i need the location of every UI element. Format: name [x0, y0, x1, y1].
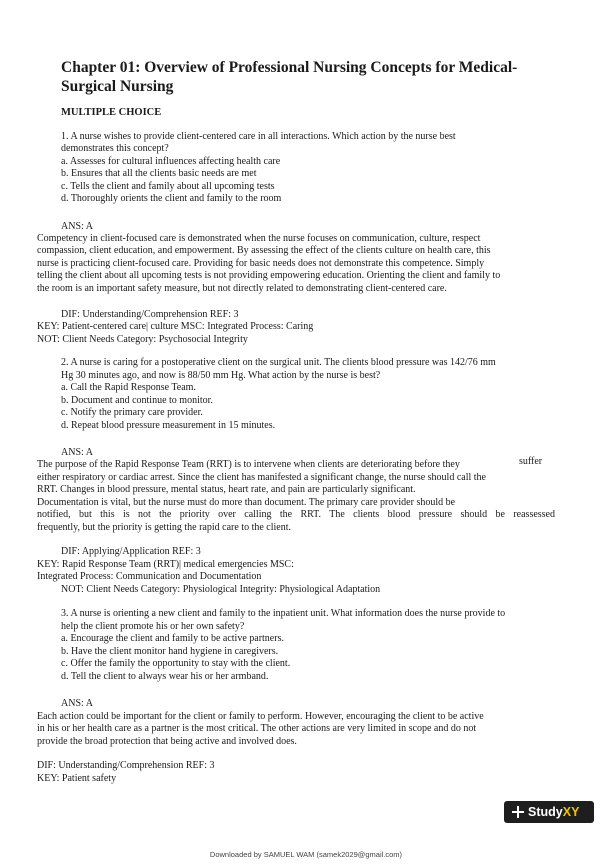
q2-meta: KEY: Rapid Response Team (RRT)| medical emergencies MSC:	[37, 559, 294, 570]
q3-stem: 3. A nurse is orienting a new client and family to the inpatient unit. What information does the nurse provide to	[61, 608, 506, 619]
q1-rationale: compassion, client education, and empowerment. By assessing the effect of the clients culture on health care, this	[37, 245, 491, 256]
plus-icon	[512, 806, 524, 818]
q1-rationale: the room is an important safety measure, but not directly related to demonstrating client-centered care.	[37, 283, 447, 294]
q2-answer: ANS: A	[61, 447, 93, 458]
q3-meta: DIF: Understanding/Comprehension REF: 3	[37, 760, 215, 771]
q1-meta: NOT: Client Needs Category: Psychosocial Integrity	[37, 334, 248, 345]
q1-rationale: telling the client about all upcoming tests is not providing empowering education. Orienting the client and family to	[37, 270, 501, 281]
q3-option-a: a. Encourage the client and family to be active partners.	[61, 633, 284, 644]
q1-meta: DIF: Understanding/Comprehension REF: 3	[61, 309, 239, 320]
q3-meta: KEY: Patient safety	[37, 773, 117, 784]
q1-answer: ANS: A	[61, 221, 93, 232]
q3-option-c: c. Offer the family the opportunity to stay with the client.	[61, 658, 291, 669]
q3-rationale: Each action could be important for the client or family to perform. However, encouraging the client to be active	[37, 711, 484, 722]
q2-meta: NOT: Client Needs Category: Physiological Integrity: Physiological Adaptation	[61, 584, 381, 595]
studyxy-logo	[504, 801, 594, 823]
q1-stem: 1. A nurse wishes to provide client-centered care in all interactions. Which action by the nurse best	[61, 131, 456, 142]
q1-stem: demonstrates this concept?	[61, 143, 169, 154]
q1-option-d: d. Thoroughly orients the client and family to the room	[61, 193, 282, 204]
q1-rationale: nurse is practicing client-focused care. Providing for basic needs does not demonstrate this competence. Simply	[37, 258, 485, 269]
q1-option-b: b. Ensures that all the clients basic needs are met	[61, 168, 257, 179]
q3-answer: ANS: A	[61, 698, 93, 709]
q3-stem: help the client promote his or her own safety?	[61, 621, 245, 632]
q3-rationale: provide the broad protection that being active and involved does.	[37, 736, 297, 747]
q2-rationale-word: suffer	[519, 456, 543, 467]
q3-option-b: b. Have the client monitor hand hygiene in caregivers.	[61, 646, 279, 657]
q1-rationale: Competency in client-focused care is demonstrated when the nurse focuses on communication, culture, respect	[37, 233, 481, 244]
q2-stem: 2. A nurse is caring for a postoperative client on the surgical unit. The clients blood pressure was 142/76 mm	[61, 357, 496, 368]
q2-option-a: a. Call the Rapid Response Team.	[61, 382, 196, 393]
brand-name: Study	[528, 805, 563, 819]
page-title-cont: Surgical Nursing	[61, 78, 174, 95]
q2-option-c: c. Notify the primary care provider.	[61, 407, 203, 418]
q1-meta: KEY: Patient-centered care| culture MSC: Integrated Process: Caring	[37, 321, 314, 332]
q3-option-d: d. Tell the client to always wear his or her armband.	[61, 671, 269, 682]
q2-option-b: b. Document and continue to monitor.	[61, 395, 213, 406]
page-title: Chapter 01: Overview of Professional Nursing Concepts for Medical-	[61, 59, 518, 76]
q2-meta: Integrated Process: Communication and Documentation	[37, 571, 262, 582]
q2-rationale: frequently, but the priority is getting the rapid care to the client.	[37, 522, 291, 533]
q2-stem: Hg 30 minutes ago, and now is 88/50 mm Hg. What action by the nurse is best?	[61, 370, 381, 381]
q3-rationale: in his or her health care as a partner is the most critical. The other actions are very limited in scope and do not	[37, 723, 477, 734]
q2-rationale: The purpose of the Rapid Response Team (RRT) is to intervene when clients are deteriorating before they	[37, 459, 460, 470]
q2-rationale: RRT. Changes in blood pressure, mental status, heart rate, and pain are particularly significant.	[37, 484, 416, 495]
q2-meta: DIF: Applying/Application REF: 3	[61, 546, 201, 557]
q2-rationale: either respiratory or cardiac arrest. Since the client has manifested a significant change, the nurse should call the	[37, 472, 486, 483]
q2-option-d: d. Repeat blood pressure measurement in 15 minutes.	[61, 420, 276, 431]
q2-rationale: notified, but this is not the priority over calling the RRT. The clients blood pressure should be reassessed	[37, 509, 555, 520]
section-heading: MULTIPLE CHOICE	[61, 107, 162, 118]
q1-option-c: c. Tells the client and family about all upcoming tests	[61, 181, 275, 192]
download-footer: Downloaded by SAMUEL WAM (samek2029@gmail.com)	[209, 850, 403, 859]
q1-option-a: a. Assesses for cultural influences affecting health care	[61, 156, 281, 167]
q2-rationale: Documentation is vital, but the nurse must do more than document. The primary care provider should be	[37, 497, 456, 508]
brand-suffix: XY	[562, 805, 580, 819]
